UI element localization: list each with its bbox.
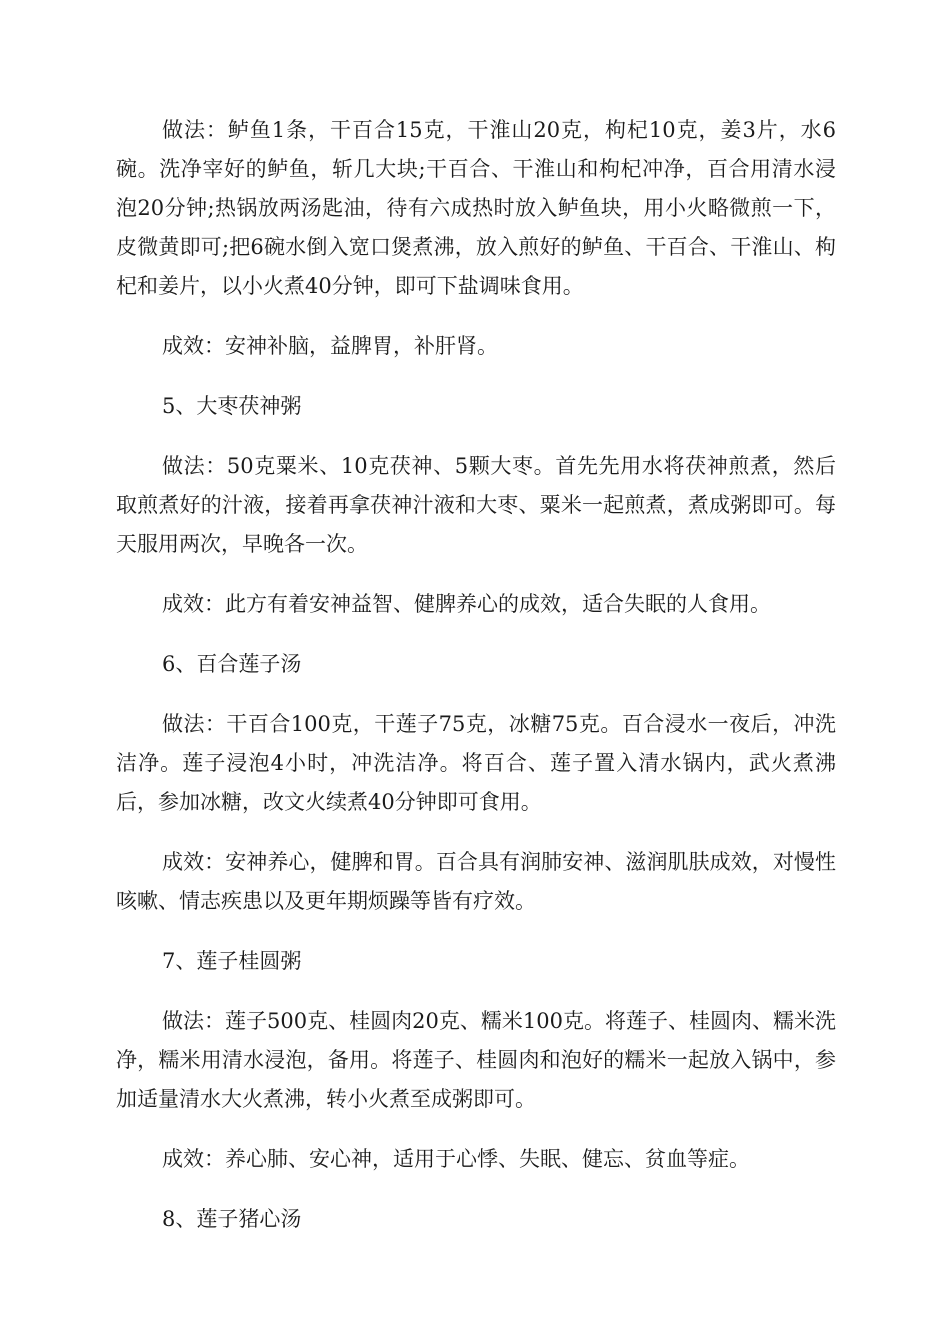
document-page [116, 111, 836, 1239]
section-heading-6: 6、百合莲子汤 [162, 652, 302, 676]
recipe-method-paragraph: 做法：50克粟米、10克茯神、5颗大枣。首先先用水将茯神煎煮，然后取煎煮好的汁液，接着再拿茯神汁液和大枣、粟米一起煎煮，煮成粥即可。每天服用两次，早晚各一次。 [116, 454, 836, 556]
section-heading-8: 8、莲子猪心汤 [162, 1207, 302, 1231]
section-heading-5: 5、大枣茯神粥 [162, 394, 302, 418]
recipe-method-paragraph: 做法：鲈鱼1条，干百合15克，干淮山20克，枸杞10克，姜3片，水6碗。洗净宰好的鲈鱼，斩几大块;干百合、干淮山和枸杞冲净，百合用清水浸泡20分钟;热锅放两汤匙油，待有六成热时放入鲈鱼块，用小火略微煎一下，皮微黄即可;把6碗水倒入宽口煲煮沸，放入煎好的鲈鱼、干百合、干淮山、枸杞和姜片，以小火煮40分钟，即可下盐调味食用。 [116, 118, 836, 298]
recipe-method-paragraph: 做法：干百合100克，干莲子75克，冰糖75克。百合浸水一夜后，冲洗洁净。莲子浸泡4小时，冲洗洁净。将百合、莲子置入清水锅内，武火煮沸后，参加冰糖，改文火续煮40分钟即可食用。 [116, 712, 836, 814]
recipe-effect-paragraph: 成效：此方有着安神益智、健脾养心的成效，适合失眠的人食用。 [162, 592, 771, 616]
recipe-effect-paragraph: 成效：安神养心，健脾和胃。百合具有润肺安神、滋润肌肤成效，对慢性咳嗽、情志疾患以及更年期烦躁等皆有疗效。 [116, 850, 836, 913]
recipe-effect-paragraph: 成效：养心肺、安心神，适用于心悸、失眠、健忘、贫血等症。 [162, 1147, 750, 1171]
recipe-method-paragraph: 做法：莲子500克、桂圆肉20克、糯米100克。将莲子、桂圆肉、糯米洗净，糯米用清水浸泡，备用。将莲子、桂圆肉和泡好的糯米一起放入锅中，参加适量清水大火煮沸，转小火煮至成粥即可。 [116, 1009, 836, 1111]
recipe-effect-paragraph: 成效：安神补脑，益脾胃，补肝肾。 [162, 334, 498, 358]
section-heading-7: 7、莲子桂圆粥 [162, 949, 302, 973]
